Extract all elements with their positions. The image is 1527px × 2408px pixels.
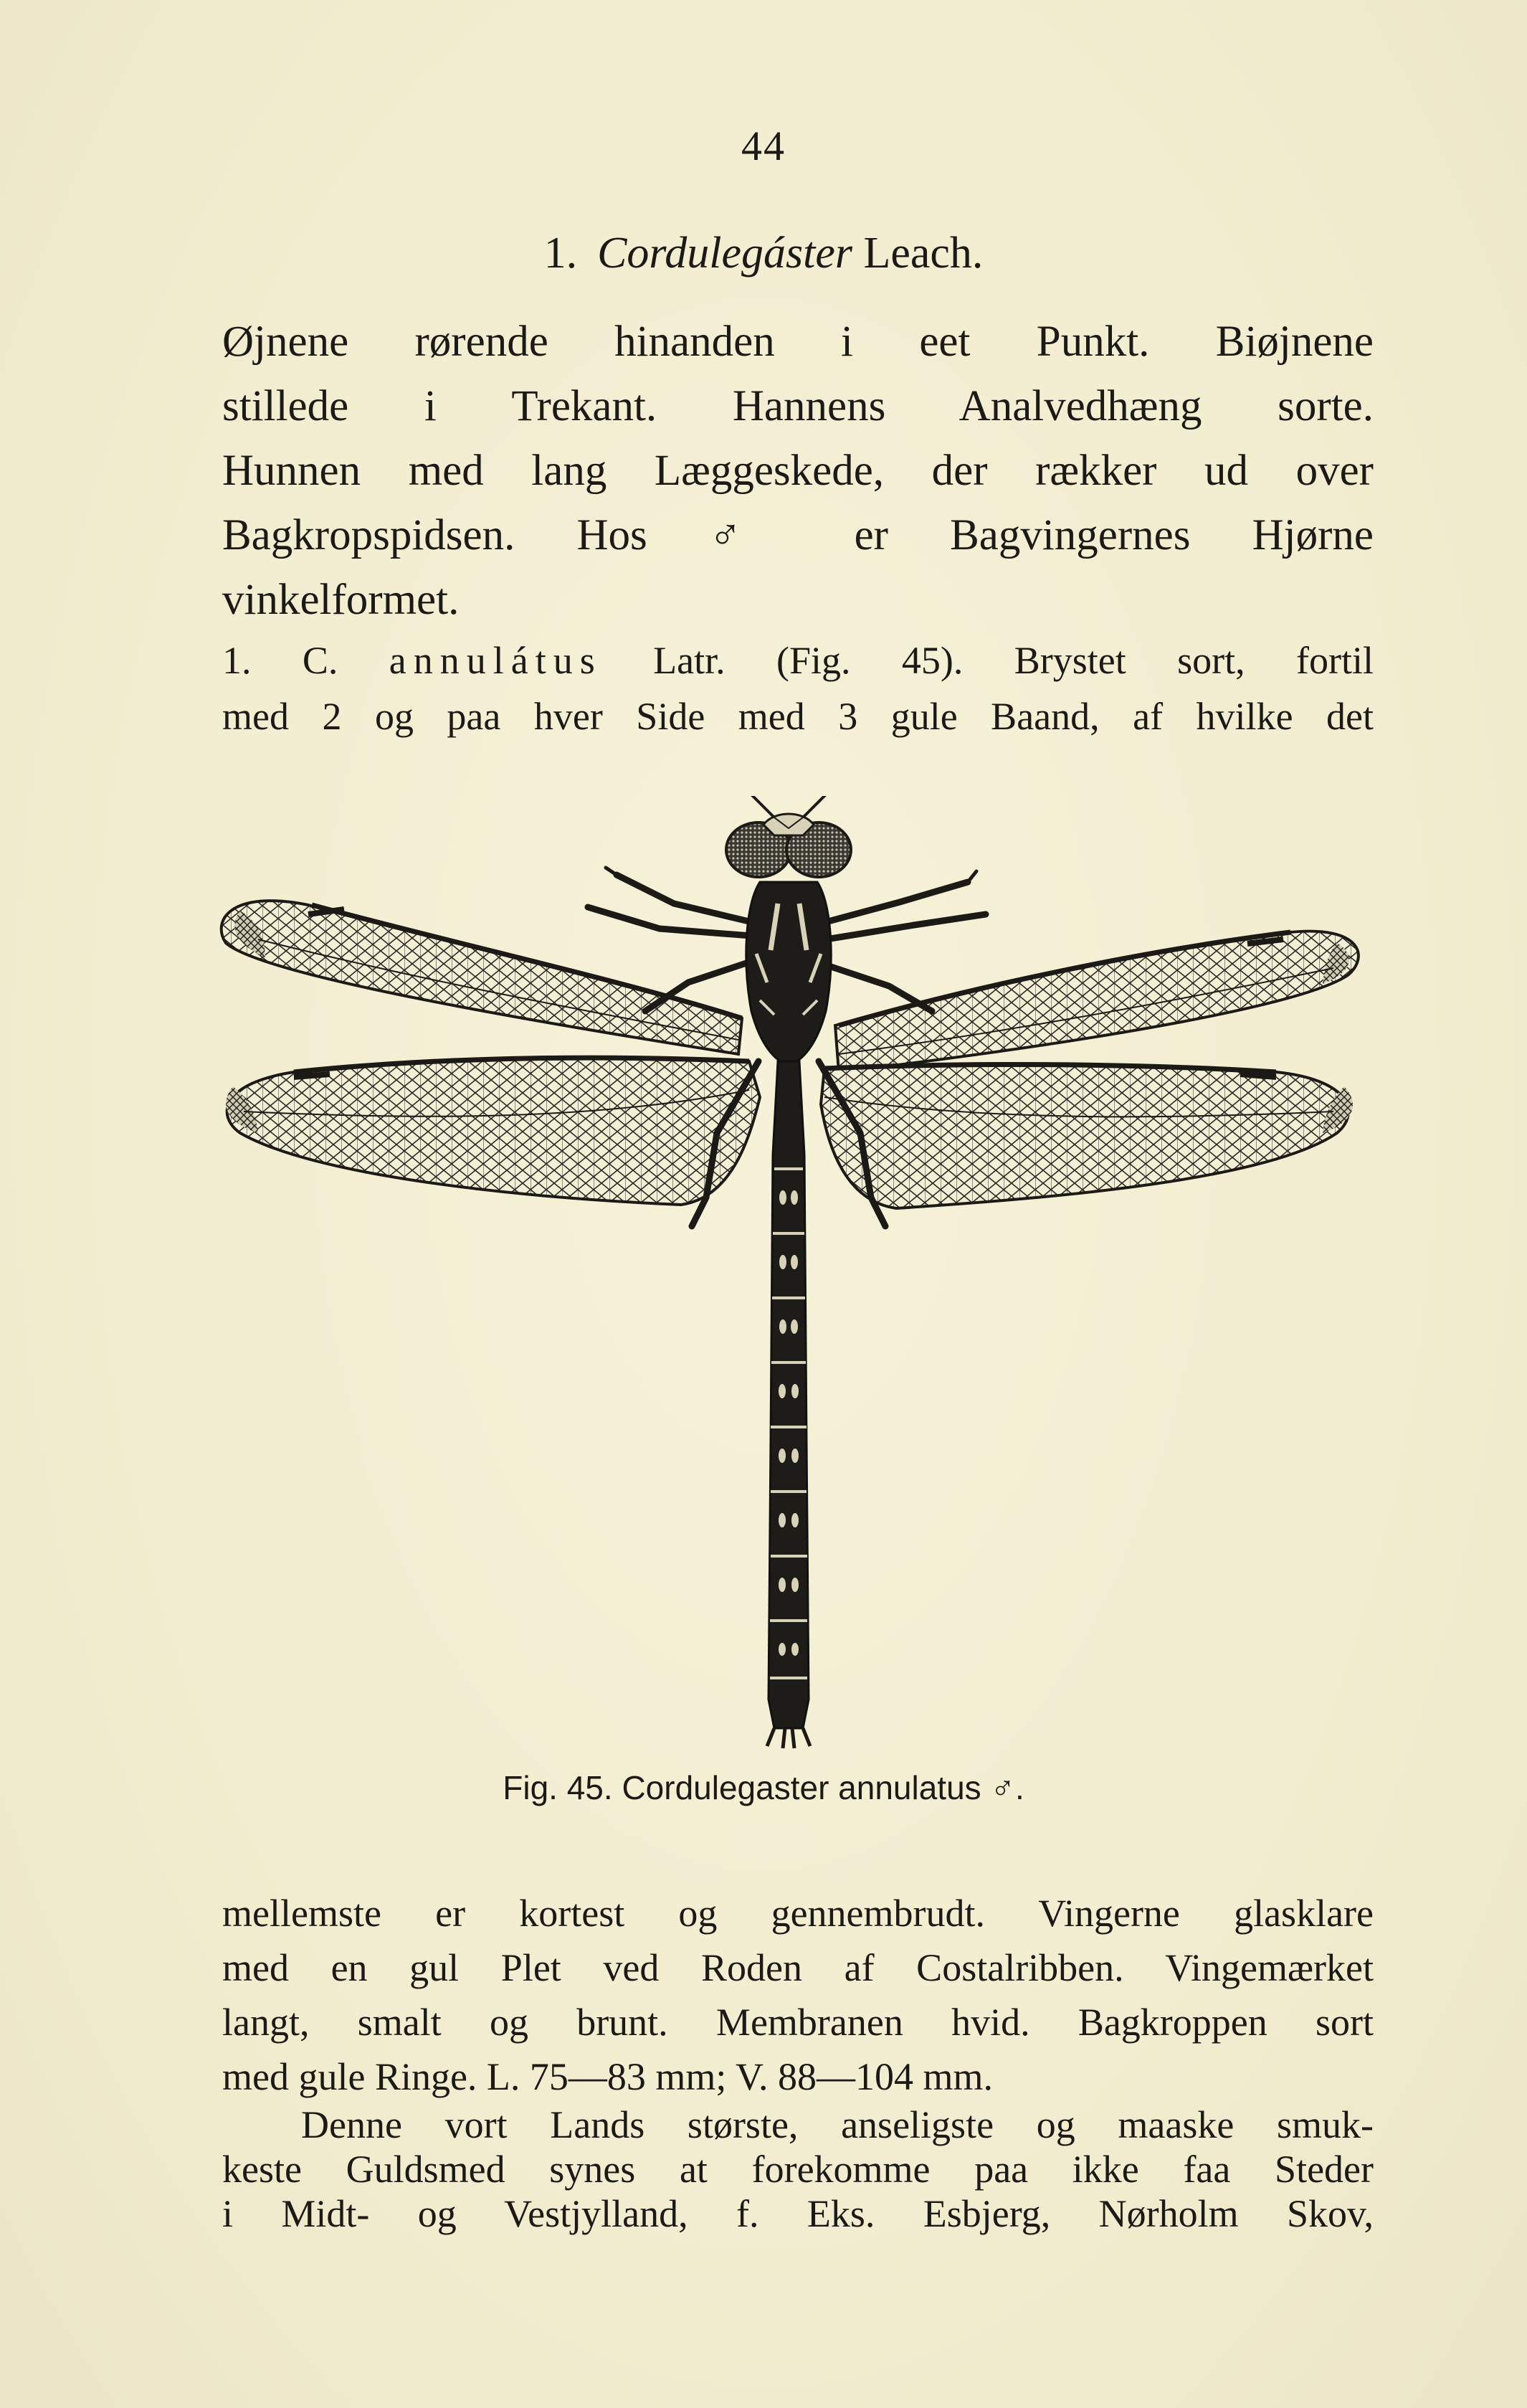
genus-heading: [0, 228, 1527, 279]
text-line: i Midt- og Vestjylland, f. Eks. Esbjerg, Nørholm Skov,: [222, 2192, 1374, 2235]
left-hindwing: [226, 1058, 760, 1205]
genus-name: Cordulegáster: [597, 229, 852, 278]
dragonfly-illustration: [215, 796, 1362, 1750]
text-line: med en gul Plet ved Roden af Costalribben. Vingemærket: [222, 1946, 1374, 1989]
species-name: annulátus: [389, 639, 602, 682]
text-line: keste Guldsmed synes at forekomme paa ikke faa Steder: [222, 2148, 1374, 2191]
text-line: vinkelformet.: [222, 576, 460, 624]
genus-author: Leach.: [863, 229, 984, 278]
species-line-1-rest: Latr. (Fig. 45). Brystet sort, fortil: [653, 639, 1374, 682]
text-line: Bagkropspidsen. Hos ♂ er Bagvingernes Hjørne: [222, 511, 1374, 559]
left-forewing: [222, 901, 742, 1054]
text-line: mellemste er kortest og gennembrudt. Vingerne glasklare: [222, 1892, 1374, 1935]
dragonfly-thorax: [746, 882, 831, 1065]
species-description: [222, 632, 1374, 744]
right-hindwing: [821, 1065, 1353, 1208]
dragonfly-head: [726, 814, 851, 877]
page-number: 44: [741, 123, 786, 169]
genus-description: [222, 310, 1374, 632]
text-line: langt, smalt og brunt. Membranen hvid. Bagkroppen sort: [222, 2001, 1374, 2044]
species-description-continued: [222, 1886, 1374, 2104]
species-line-1: [222, 632, 1374, 688]
dragonfly-abdomen: [767, 1061, 810, 1748]
text-line: med gule Ringe. L. 75—83 mm; V. 88—104 mm.: [222, 2055, 993, 2098]
figure-caption: Fig. 45. Cordulegaster annulatus ♂.: [503, 1769, 1024, 1806]
distribution-paragraph: [222, 2103, 1374, 2236]
text-line: stillede i Trekant. Hannens Analvedhæng sorte.: [222, 382, 1374, 430]
text-line: Denne vort Lands største, anseligste og maaske smuk-: [301, 2103, 1374, 2146]
species-line-2: med 2 og paa hver Side med 3 gule Baand, af hvilke det: [222, 695, 1374, 738]
heading-number: 1.: [543, 229, 578, 278]
species-number: 1. C.: [222, 639, 338, 682]
text-line: Hunnen med lang Læggeskede, der rækker ud over: [222, 447, 1374, 495]
text-line: Øjnene rørende hinanden i eet Punkt. Biøjnene: [222, 318, 1374, 366]
